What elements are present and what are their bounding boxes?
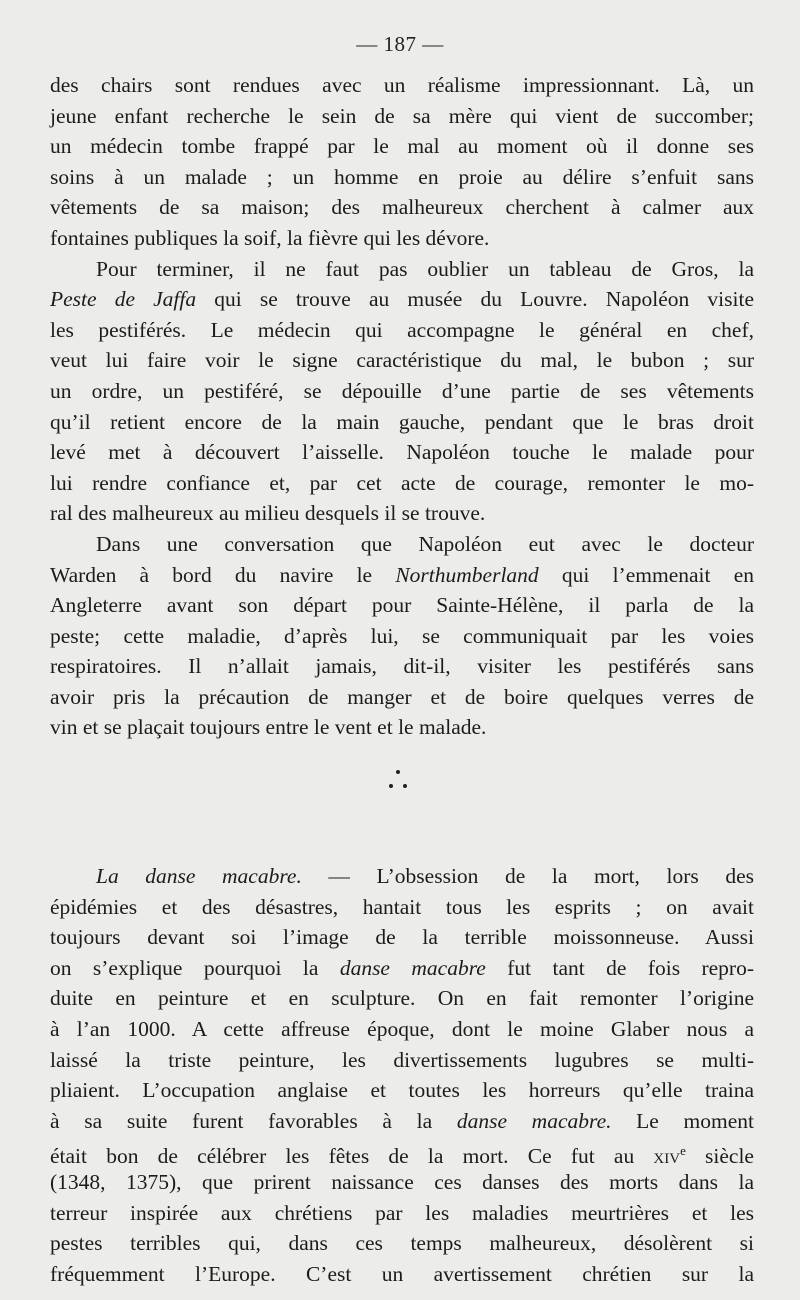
paragraph-2-line: ral des malheureux au milieu desquels il se trouve. bbox=[50, 501, 486, 526]
paragraph-4-line: épidémies et des désastres, hantait tous les esprits ; on avait bbox=[50, 894, 754, 919]
paragraph-1-line: soins à un malade ; un homme en proie au délire s’enfuit sans bbox=[50, 164, 754, 189]
paragraph-4-line: pliaient. L’occupation anglaise et toutes les horreurs qu’elle traina bbox=[50, 1078, 754, 1103]
text-run: siècle bbox=[685, 1144, 754, 1169]
paragraph-4-line: laissé la triste peinture, les divertissements lugubres se multi- bbox=[50, 1047, 754, 1072]
paragraph-2-line bbox=[50, 284, 754, 315]
text-run: Warden à bord du navire le bbox=[50, 562, 396, 587]
paragraph-4-line bbox=[50, 1136, 754, 1167]
paragraph-4-line bbox=[50, 1106, 754, 1137]
upper-text-block bbox=[50, 70, 754, 743]
paragraph-4-line: (1348, 1375), que prirent naissance ces danses des morts dans la bbox=[50, 1169, 754, 1194]
section-heading: La danse macabre. bbox=[96, 864, 302, 888]
superscript: e bbox=[680, 1143, 686, 1159]
paragraph-4-line: toujours devant soi l’image de la terrible moissonneuse. Aussi bbox=[50, 925, 754, 950]
italic-term: danse macabre. bbox=[456, 1108, 612, 1133]
paragraph-3-line: respiratoires. Il n’allait jamais, dit-il, visiter les pestiférés sans bbox=[50, 654, 754, 679]
paragraph-4-line bbox=[50, 861, 754, 892]
separator-dot bbox=[396, 770, 400, 774]
paragraph-4-line bbox=[50, 953, 754, 984]
text-run: à sa suite furent favorables à la bbox=[50, 1108, 457, 1133]
text-run: on s’explique pourquoi la bbox=[50, 955, 340, 980]
painting-title: Peste de Jaffa bbox=[50, 287, 197, 312]
paragraph-1-line: fontaines publiques la soif, la fièvre qui les dévore. bbox=[50, 225, 490, 250]
paragraph-4-line: duite en peinture et en sculpture. On en fait remonter l’origine bbox=[50, 986, 754, 1011]
text-run: — L’obsession de la mort, lors des bbox=[301, 864, 754, 888]
paragraph-1-line: vêtements de sa maison; des malheureux cherchent à calmer aux bbox=[50, 195, 754, 220]
paragraph-1-line: jeune enfant recherche le sein de sa mère qui vient de succomber; bbox=[50, 103, 754, 128]
paragraph-4-line: à l’an 1000. A cette affreuse époque, dont le moine Glaber nous a bbox=[50, 1016, 754, 1041]
paragraph-2-line: lui rendre confiance et, par cet acte de courage, remonter le mo- bbox=[50, 470, 754, 495]
paragraph-4-line: fréquemment l’Europe. C’est un avertissement chrétien sur la bbox=[50, 1261, 754, 1286]
paragraph-2-line: levé met à découvert l’aisselle. Napoléon touche le malade pour bbox=[50, 440, 754, 465]
separator-dot bbox=[403, 784, 407, 788]
italic-term: danse macabre bbox=[339, 955, 486, 980]
text-run: qui se trouve au musée du Louvre. Napoléon visite bbox=[196, 287, 755, 312]
ship-name: Northumberland bbox=[395, 562, 539, 587]
section-separator bbox=[386, 768, 410, 794]
separator-dot bbox=[389, 784, 393, 788]
paragraph-2-line: les pestiférés. Le médecin qui accompagne le général en chef, bbox=[50, 317, 754, 342]
paragraph-3-line bbox=[50, 560, 754, 591]
paragraph-4-line: pestes terribles qui, dans ces temps malheureux, désolèrent si bbox=[50, 1231, 754, 1256]
paragraph-2-line: un ordre, un pestiféré, se dépouille d’une partie de ses vêtements bbox=[50, 378, 754, 403]
paragraph-2-line: Pour terminer, il ne faut pas oublier un tableau de Gros, la bbox=[96, 256, 754, 281]
paragraph-3-line: Angleterre avant son départ pour Sainte-Hélène, il parla de la bbox=[50, 593, 754, 618]
paragraph-2-line: qu’il retient encore de la main gauche, pendant que le bras droit bbox=[50, 409, 754, 434]
paragraph-1-line: un médecin tombe frappé par le mal au moment où il donne ses bbox=[50, 134, 754, 159]
text-run: qui l’emmenait en bbox=[538, 562, 754, 587]
text-run: était bon de célébrer les fêtes de la mort. Ce fut au bbox=[50, 1144, 654, 1169]
paragraph-3-line: Dans une conversation que Napoléon eut avec le docteur bbox=[96, 531, 754, 556]
century-numeral: xiv bbox=[653, 1144, 681, 1169]
paragraph-1-line: des chairs sont rendues avec un réalisme impressionnant. Là, un bbox=[50, 73, 754, 97]
page-number: — 187 — bbox=[356, 32, 444, 56]
paragraph-3-line: peste; cette maladie, d’après lui, se communiquait par les voies bbox=[50, 623, 754, 648]
paragraph-2-line: veut lui faire voir le signe caractéristique du mal, le bubon ; sur bbox=[50, 348, 754, 373]
text-run: Le moment bbox=[611, 1108, 755, 1133]
text-run: fut tant de fois repro- bbox=[485, 955, 754, 980]
paragraph-4-line: terreur inspirée aux chrétiens par les maladies meurtrières et les bbox=[50, 1200, 754, 1225]
paragraph-3-line: avoir pris la précaution de manger et de boire quelques verres de bbox=[50, 684, 754, 709]
lower-text-block bbox=[50, 861, 754, 1289]
paragraph-3-line: vin et se plaçait toujours entre le vent et le malade. bbox=[50, 715, 487, 740]
